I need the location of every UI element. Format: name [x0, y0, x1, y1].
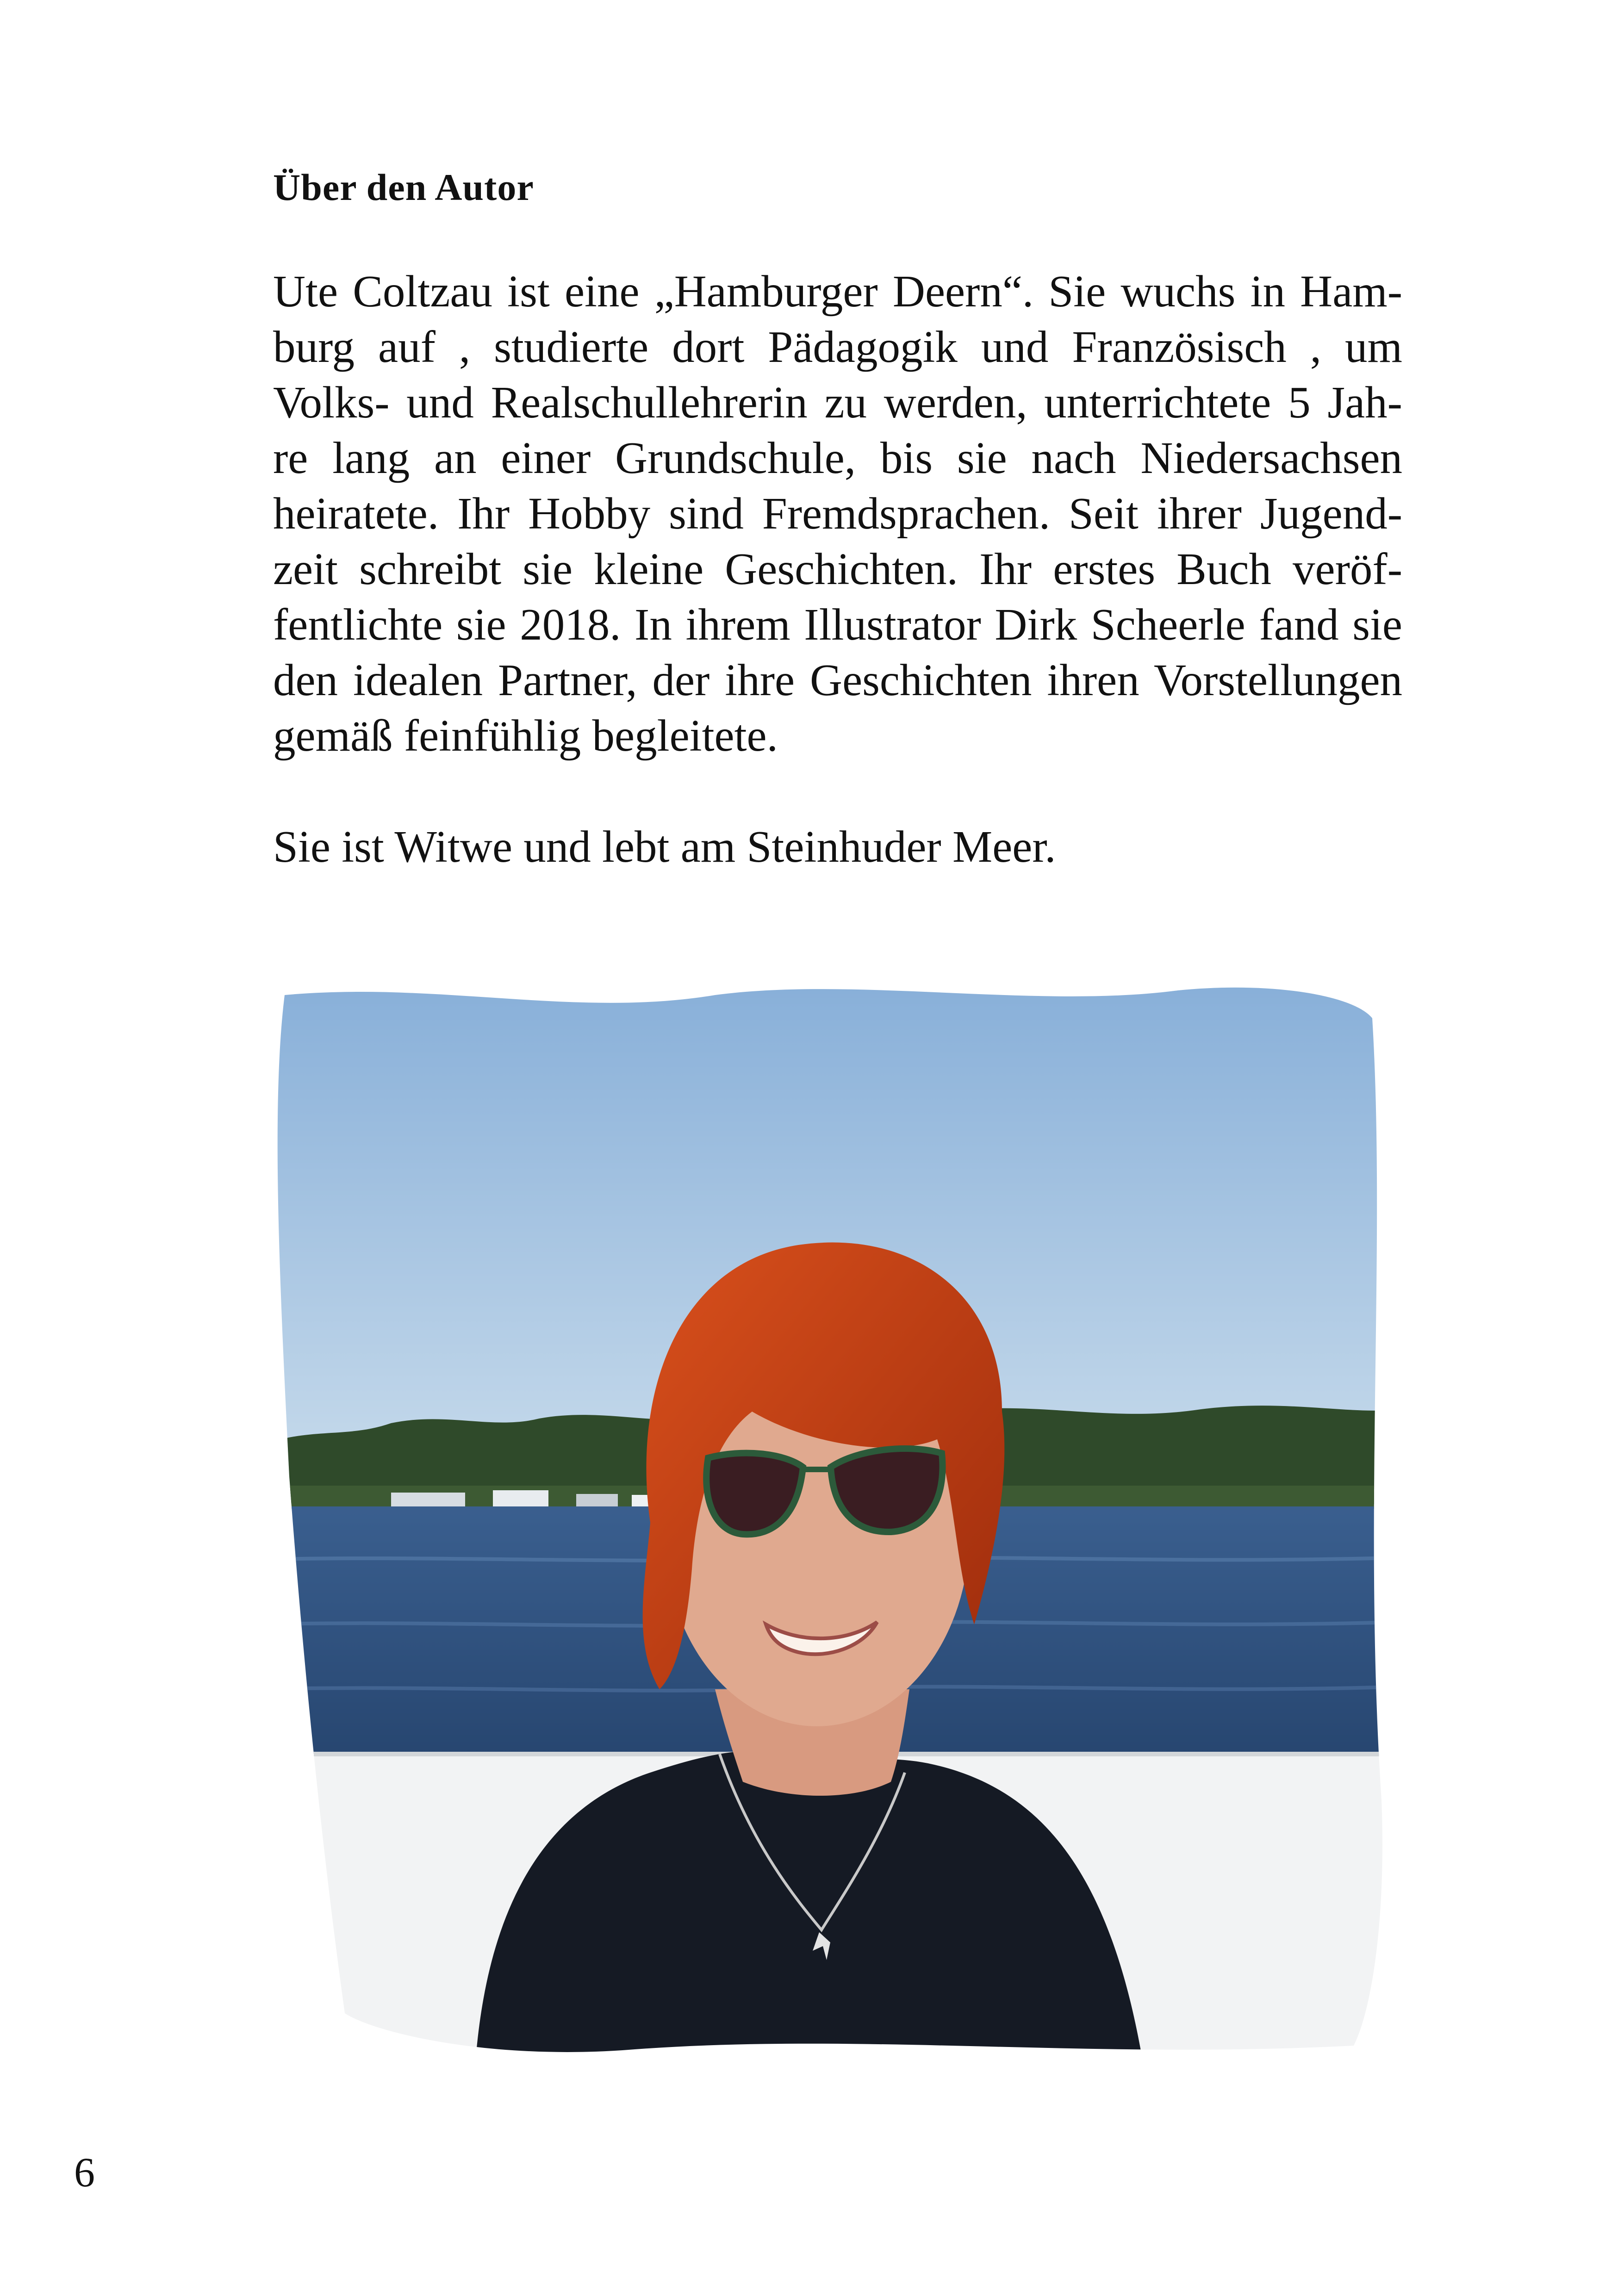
section-heading: Über den Autor	[273, 166, 534, 208]
closing-sentence: Sie ist Witwe und lebt am Steinhuder Meer.	[273, 822, 1056, 871]
bio-line: gemäß feinfühlig begleitete.	[273, 711, 778, 760]
bio-line: fentlichte sie 2018. In ihrem Illustrator Dirk Scheerle fand sie	[273, 600, 1402, 649]
author-bio	[273, 264, 1402, 764]
bio-line: heiratete. Ihr Hobby sind Fremdsprachen. Seit ihrer Jugend-	[273, 489, 1402, 538]
bio-line: den idealen Partner, der ihre Geschichten ihren Vorstellungen	[273, 655, 1402, 705]
author-photo	[252, 967, 1409, 2078]
bio-line: re lang an einer Grundschule, bis sie nach Niedersachsen	[273, 433, 1402, 483]
bio-line: Ute Coltzau ist eine „Hamburger Deern“. Sie wuchs in Ham-	[273, 267, 1402, 316]
bio-line: Volks- und Realschullehrerin zu werden, unterrichtete 5 Jah-	[273, 378, 1402, 427]
bio-line: burg auf , studierte dort Pädagogik und Französisch , um	[273, 322, 1402, 372]
page-number: 6	[74, 2150, 95, 2196]
bio-line: zeit schreibt sie kleine Geschichten. Ihr erstes Buch veröf-	[273, 544, 1402, 594]
